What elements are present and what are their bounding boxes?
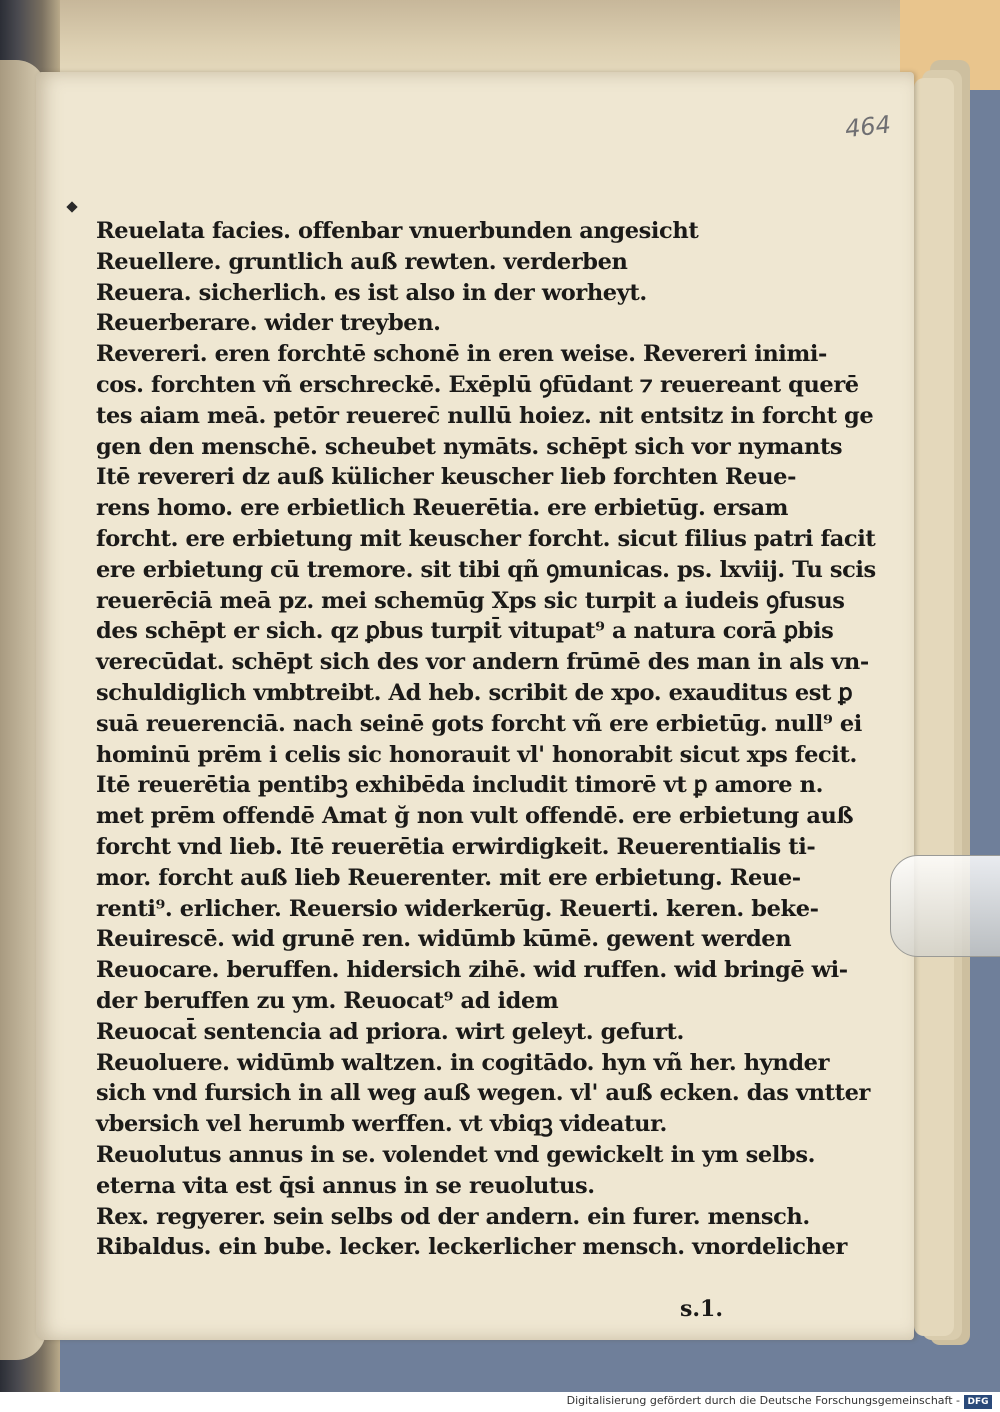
text-line: Reuocare. beruffen. hidersich zihē. wid ruffen. wid bringē wi- — [96, 957, 848, 984]
text-line: reuerēciā meā pz. mei schemūg Xps sic turpit a iudeis ꝯfusus — [96, 587, 845, 614]
text-line: renti⁹. erlicher. Reuersio widerkerūg. Reuerti. keren. beke- — [96, 895, 819, 922]
text-line: cos. forchten vñ erschreckē. Exēplū ꝯfūdant ⁊ reuereant querē — [96, 371, 859, 398]
text-line: tes aiam meā. petōr reuerec̄ nullū hoiez. nit entsitz in forcht ge — [96, 402, 874, 429]
text-line: Reuelata facies. offenbar vnuerbunden angesicht — [96, 218, 699, 244]
text-line: rens homo. ere erbietlich Reuerētia. ere erbietūg. ersam — [96, 495, 789, 522]
text-line: suā reuerenciā. nach seinē gots forcht vñ ere erbietūg. null⁹ ei — [96, 710, 862, 737]
text-line: forcht vnd lieb. Itē reuerētia erwirdigkeit. Reuerentialis ti- — [96, 833, 816, 860]
text-line: forcht. ere erbietung mit keuscher forcht. sicut filius patri facit — [96, 525, 876, 552]
text-line: Reuocat̄ sentencia ad priora. wirt geleyt. gefurt. — [96, 1018, 684, 1045]
dfg-logo: DFG — [964, 1395, 992, 1409]
page-clip — [890, 855, 1000, 957]
text-line: des schēpt er sich. qz ꝑbus turpit̄ vitupat⁹ a natura corā ꝑbis — [96, 618, 834, 645]
footer-bar — [0, 1392, 1000, 1412]
text-line: gen den menschē. scheubet nymāts. schēpt sich vor nymants — [96, 433, 843, 460]
text-line: Reuoluere. widūmb waltzen. in cogitādo. hyn vñ her. hynder — [96, 1049, 830, 1076]
text-line: mor. forcht auß lieb Reuerenter. mit ere erbietung. Reue- — [96, 864, 801, 891]
text-line: Itē revereri dz auß külicher keuscher lieb forchten Reue- — [96, 464, 797, 491]
text-line: verecūdat. schēpt sich des vor andern frūmē des man in als vn- — [96, 649, 869, 676]
page-stack-edge — [914, 78, 954, 1336]
text-line: Reuera. sicherlich. es ist also in der worheyt. — [96, 279, 647, 306]
text-line: Reuellere. gruntlich auß rewten. verderben — [96, 248, 628, 275]
folio-number: 464 — [843, 110, 893, 144]
signature-mark: s.1. — [680, 1296, 724, 1322]
text-line: ere erbietung cū tremore. sit tibi qñ ꝯmunicas. ps. lxviij. Tu scis — [96, 556, 876, 583]
book-top-edge — [30, 0, 960, 80]
text-line: schuldiglich vmbtreibt. Ad heb. scribit de xpo. exauditus est ꝑ — [96, 679, 853, 706]
text-line: Itē reuerētia pentibꝫ exhibēda includit timorē vt ꝑ amore n. — [96, 772, 824, 799]
page-text — [96, 216, 876, 1263]
text-line: Reuolutus annus in se. volendet vnd gewickelt in ym selbs. — [96, 1141, 816, 1168]
text-line: met prēm offendē Amat ğ non vult offendē. ere erbietung auß — [96, 803, 854, 830]
text-line: Rex. regyerer. sein selbs od der andern. ein furer. mensch. — [96, 1203, 810, 1230]
text-line: sich vnd fursich in all weg auß wegen. vl' auß ecken. das vntter — [96, 1080, 870, 1107]
text-line: Ribaldus. ein bube. lecker. leckerlicher mensch. vnordelicher — [96, 1234, 847, 1261]
text-line: Reuerberare. wider treyben. — [96, 310, 441, 337]
text-line: der beruffen zu ym. Reuocat⁹ ad idem — [96, 987, 559, 1014]
text-line: Reuirescē. wid grunē ren. widūmb kūmē. gewent werden — [96, 926, 792, 953]
text-line: vbersich vel herumb werffen. vt vbiqꝫ videatur. — [96, 1111, 667, 1138]
text-line: Revereri. eren forchtē schonē in eren weise. Revereri inimi- — [96, 341, 827, 368]
funding-credit: Digitalisierung gefördert durch die Deutsche Forschungsgemeinschaft - — [566, 1394, 960, 1407]
text-line: hominū prēm i celis sic honorauit vl' honorabit sicut xps fecit. — [96, 741, 857, 768]
text-line: eterna vita est q̄si annus in se reuolutus. — [96, 1172, 595, 1199]
